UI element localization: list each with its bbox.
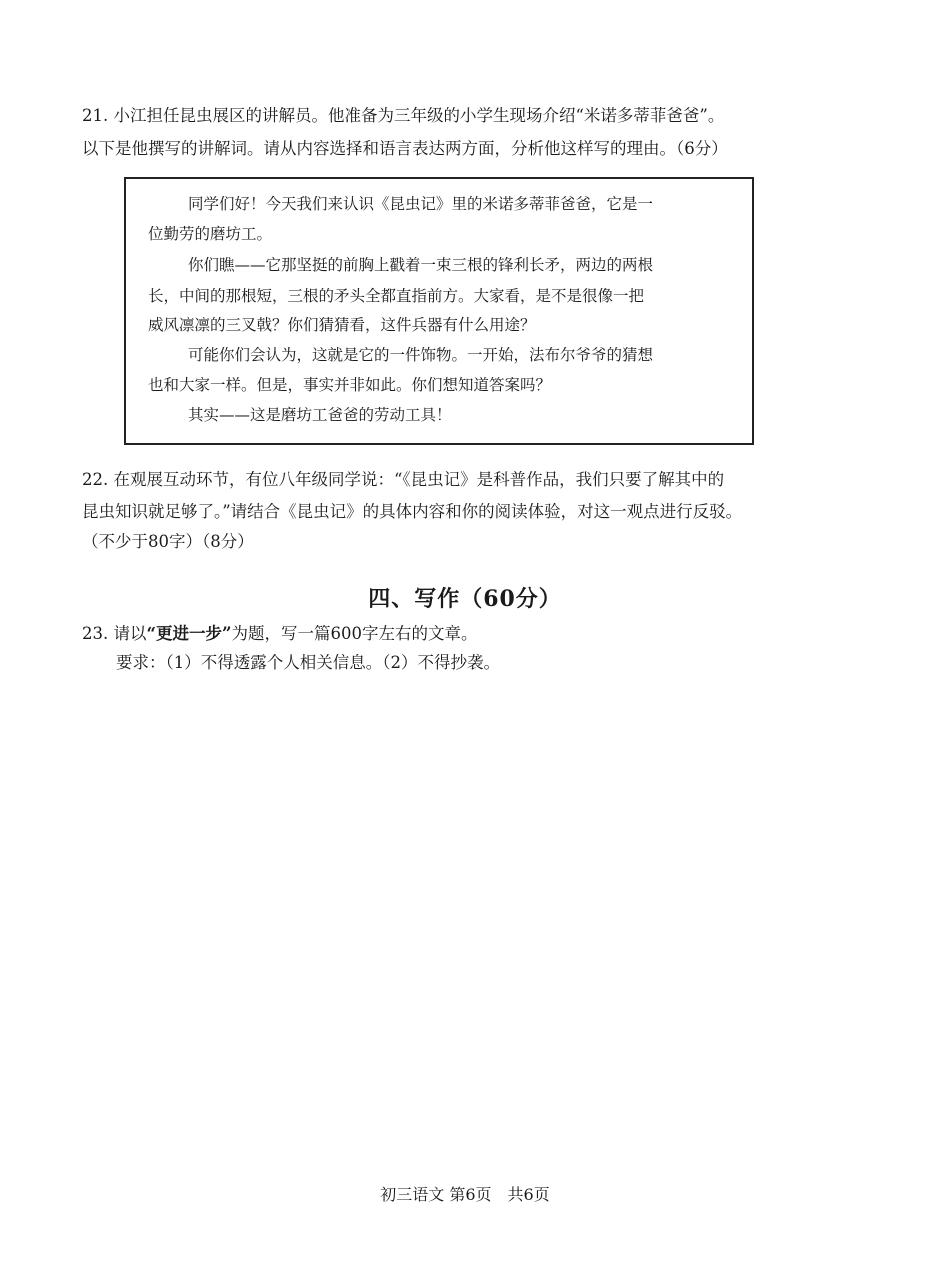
passage-line: 可能你们会认为，这就是它的一件饰物。一开始，法布尔爷爷的猜想 [188, 346, 654, 364]
passage-line: 也和大家一样。但是，事实并非如此。你们想知道答案吗？ [148, 376, 552, 394]
question-23-topic: “更进一步” [146, 624, 232, 643]
question-23-prompt [82, 622, 477, 646]
passage-line: 位勤劳的磨坊工。 [148, 225, 273, 243]
passage-line: 同学们好！今天我们来认识《昆虫记》里的米诺多蒂菲爸爸，它是一 [188, 195, 654, 213]
passage-line: 你们瞧——它那坚挺的前胸上戳着一束三根的锋利长矛，两边的两根 [188, 256, 654, 274]
page-footer: 初三语文 第6页 共6页 [380, 1185, 550, 1204]
passage-line: 威风凛凛的三叉戟？你们猜猜看，这件兵器有什么用途？ [148, 316, 536, 334]
question-22-line-2: 昆虫知识就足够了。”请结合《昆虫记》的具体内容和你的阅读体验，对这一观点进行反驳。 [82, 502, 743, 521]
commentary-passage-box [124, 177, 754, 445]
question-21-line-2: 以下是他撰写的讲解词。请从内容选择和语言表达两方面，分析他这样写的理由。（6分） [82, 139, 728, 158]
question-23-prefix: 23. 请以 [82, 624, 147, 643]
passage-line: 其实——这是磨坊工爸爸的劳动工具！ [188, 406, 452, 424]
section-title-writing: 四、写作（60分） [368, 586, 562, 612]
question-22-line-1: 22. 在观展互动环节，有位八年级同学说：“《昆虫记》是科普作品，我们只要了解其中的 [82, 470, 725, 489]
question-22-line-3: （不少于80字）（8分） [82, 532, 254, 551]
question-23-suffix: 为题，写一篇600字左右的文章。 [231, 624, 478, 643]
question-23-requirements: 要求：（1）不得透露个人相关信息。（2）不得抄袭。 [116, 653, 500, 672]
question-21-line-1: 21. 小江担任昆虫展区的讲解员。他准备为三年级的小学生现场介绍“米诺多蒂菲爸爸”。 [82, 106, 725, 125]
passage-line: 长，中间的那根短，三根的矛头全都直指前方。大家看，是不是很像一把 [148, 287, 645, 305]
